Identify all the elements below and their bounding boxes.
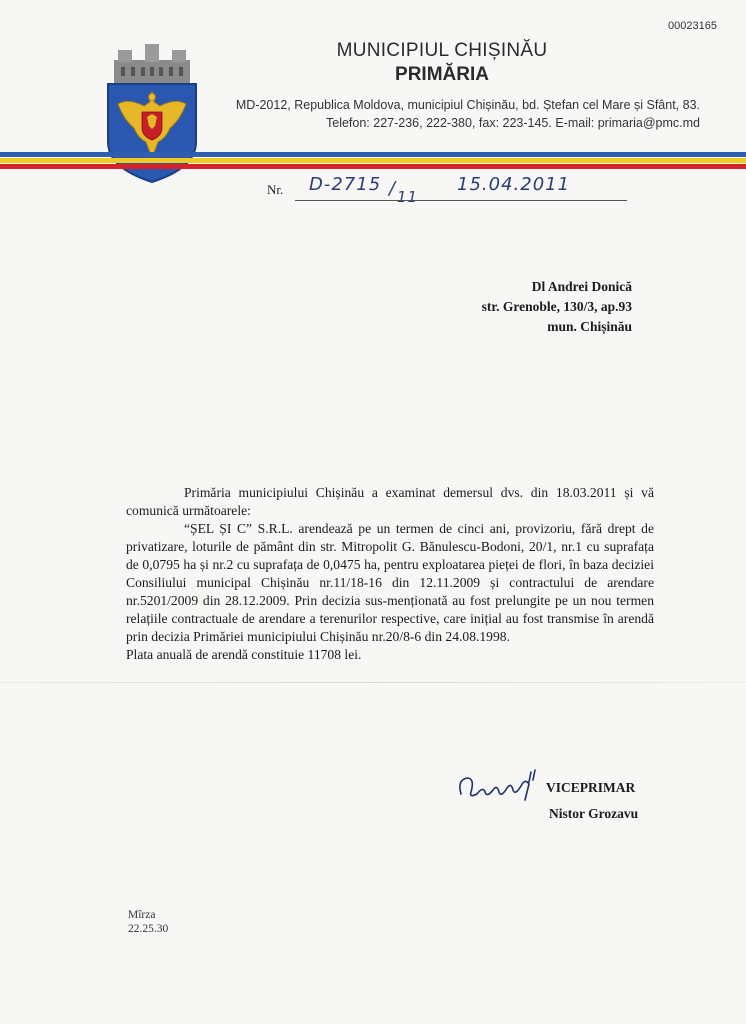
stripe-red — [0, 164, 746, 169]
reference-number — [267, 174, 627, 206]
stripe-yellow — [0, 158, 746, 163]
recipient-street: str. Grenoble, 130/3, ap.93 — [481, 299, 632, 314]
document-number: 00023165 — [668, 20, 717, 32]
reference-label: Nr. — [267, 182, 284, 197]
body-paragraph-3: Plata anuală de arendă constituie 11708 lei. — [126, 647, 362, 662]
header-subtitle: PRIMĂRIA — [395, 64, 489, 85]
signature-icon — [455, 764, 545, 806]
stripe-blue — [0, 152, 746, 157]
signatory-title: VICEPRIMAR — [546, 780, 636, 795]
body-paragraph-2: “ȘEL ȘI C” S.R.L. arendează pe un termen de cinci ani, provizoriu, fără drept de privatizare, loturile de pământ din str. Mitropolit G. Bănulescu-Bodoni, 20/1, nr.1 cu suprafața de 0,0795 ha și nr.2 cu suprafața de 0,0475 ha, pentru exploatarea pieței de flori, în baza deciziei Consiliului municipal Chișinău nr.11/18-16 din 12.11.2009 și contractului de arendare nr.5201/2009 din 28.12.2009. Prin decizia sus-menționată au fost prelungite pe un nou termen relațiile contractuale de arendare a terenurilor respective, care inițial au fost transmise în arendă prin decizia Primăriei municipiului Chișinău nr.20/8-6 din 24.08.1998. — [126, 521, 654, 644]
recipient-city: mun. Chișinău — [547, 319, 632, 334]
flag-stripes — [0, 152, 746, 172]
recipient-name: Dl Andrei Donică — [531, 279, 632, 294]
header-address: MD-2012, Republica Moldova, municipiul Chișinău, bd. Ștefan cel Mare și Sfânt, 83. — [235, 98, 700, 112]
author-name: Mîrza — [128, 909, 156, 921]
author-block — [128, 908, 168, 936]
reference-fraction-handwritten: 11 — [397, 188, 419, 206]
body-paragraph-1: Primăria municipiului Chișinău a examinat demersul dvs. din 18.03.2011 și vă comunică următoarele: — [126, 485, 654, 518]
recipient-block — [460, 277, 632, 337]
header-title: MUNICIPIUL CHIȘINĂU — [336, 40, 548, 61]
reference-underline — [295, 200, 627, 201]
author-phone: 22.25.30 — [128, 923, 169, 935]
signatory-name: Nistor Grozavu — [549, 806, 639, 821]
header-contacts: Telefon: 227-236, 222-380, fax: 223-145. E-mail: primaria@pmc.md — [326, 116, 700, 130]
paper-fold — [0, 682, 746, 683]
reference-date-handwritten: 15.04.2011 — [457, 174, 571, 195]
letter-body — [126, 484, 654, 664]
reference-slash: / — [389, 178, 397, 199]
reference-number-handwritten: D-2715 — [309, 174, 382, 195]
